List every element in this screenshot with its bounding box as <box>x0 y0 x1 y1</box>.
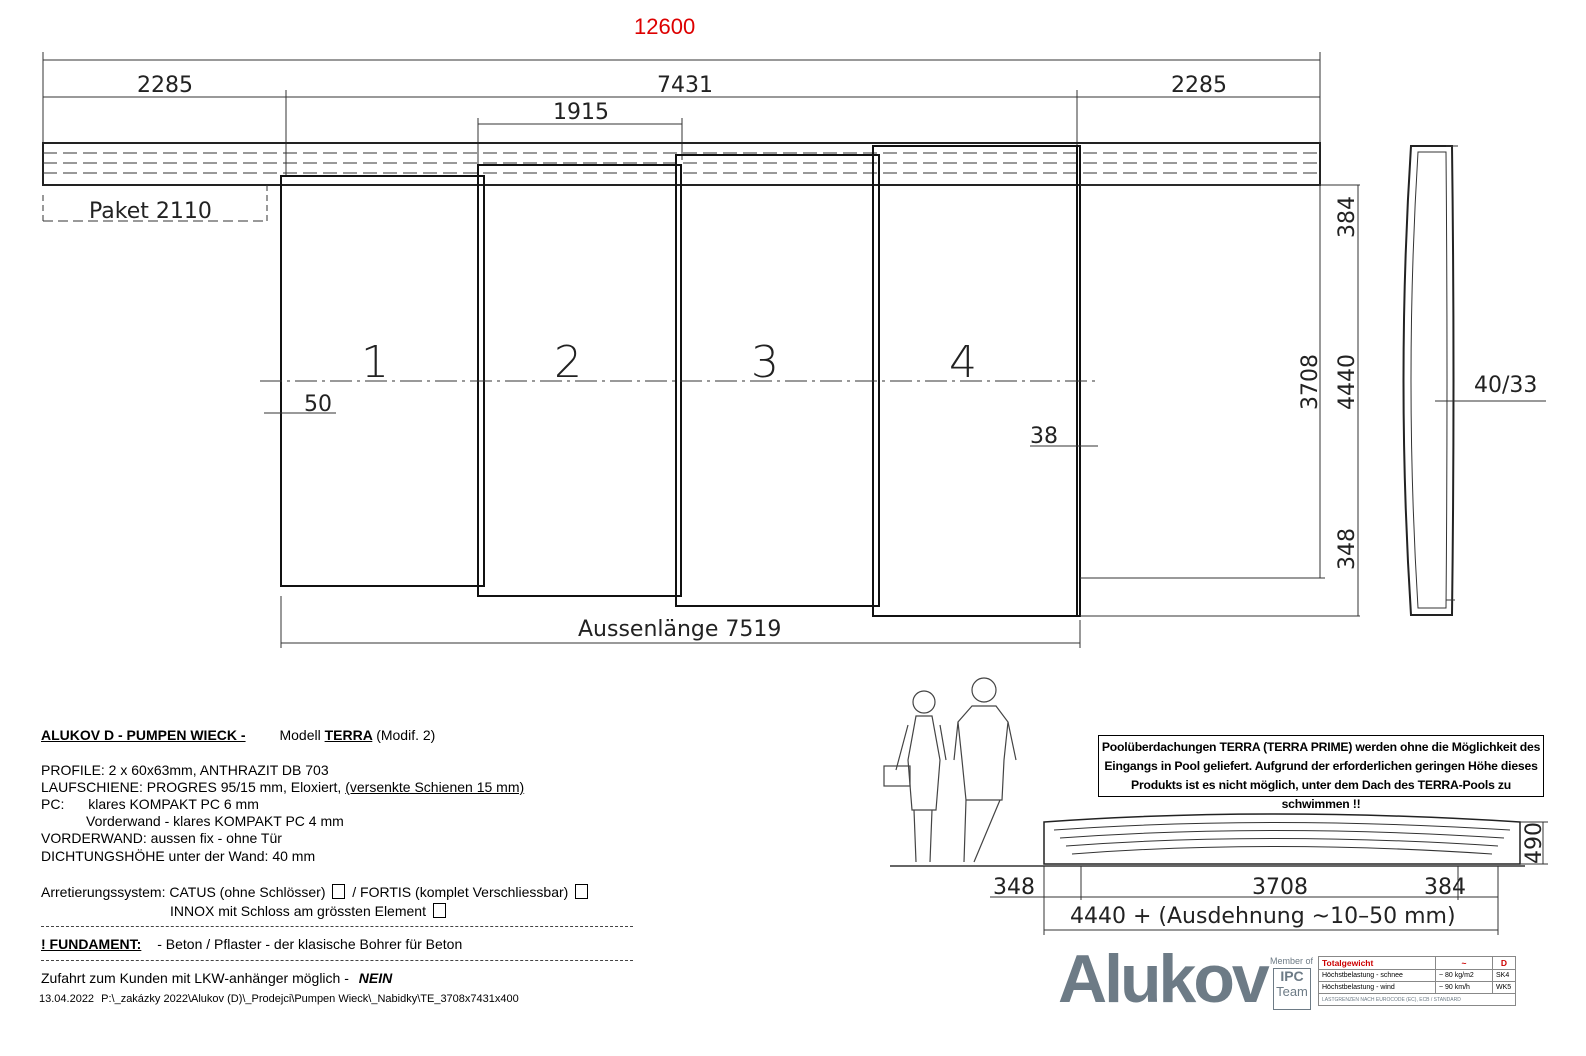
spec-zufahrt-value: NEIN <box>358 970 393 986</box>
member-of-label: Member of <box>1270 956 1314 966</box>
spec-fundament-value: - Beton / Pflaster - der klasische Bohrer für Beton <box>157 936 463 952</box>
dim-aussenlaenge: Aussenlänge 7519 <box>578 617 782 642</box>
dim-h348: 348 <box>1335 528 1360 570</box>
dim-left-overhang: 2285 <box>137 73 193 98</box>
dim-middle: 7431 <box>657 73 713 98</box>
spec-innox-label: INNOX mit Schloss am grössten Element <box>170 903 426 919</box>
table-row <box>1319 970 1516 982</box>
dim-segment-top: 1915 <box>553 100 609 125</box>
table-cell: Höchstbelastung - wind <box>1319 982 1436 994</box>
table-footer: LASTGRENZEN NACH EUROCODE (EC), ECB / STANDARD <box>1319 994 1516 1006</box>
spec-zufahrt <box>41 970 392 987</box>
segment-label-4: 4 <box>949 337 977 388</box>
spec-pc-front: Vorderwand - klares KOMPAKT PC 4 mm <box>86 813 344 829</box>
fortis-checkbox[interactable] <box>575 884 588 899</box>
table-cell: Höchstbelastung - schnee <box>1319 970 1436 982</box>
ipc-team-badge <box>1273 968 1311 1010</box>
table-cell: ~ 80 kg/m2 <box>1436 970 1493 982</box>
spec-pc-label: PC: <box>41 796 65 812</box>
table-cell: ~ 90 km/h <box>1436 982 1493 994</box>
front-dim-384: 384 <box>1424 875 1466 900</box>
spec-dichtung: DICHTUNGSHÖHE unter der Wand: 40 mm <box>41 848 316 864</box>
team-label: Team <box>1276 984 1308 999</box>
overall-width: 12600 <box>634 14 696 39</box>
segment-label-1: 1 <box>361 337 389 388</box>
ipc-label: IPC <box>1280 968 1304 984</box>
spec-rail-prefix: LAUFSCHIENE: PROGRES 95/15 mm, Eloxiert, <box>41 779 342 795</box>
table-row <box>1319 957 1516 970</box>
spec-profile: PROFILE: 2 x 60x63mm, ANTHRAZIT DB 703 <box>41 762 329 778</box>
table-row <box>1319 982 1516 994</box>
spec-company: ALUKOV D - PUMPEN WIECK - <box>41 727 246 743</box>
dim-h384: 384 <box>1335 196 1360 238</box>
weight-table <box>1318 956 1516 1006</box>
dim-h3708: 3708 <box>1298 354 1323 410</box>
segment-label-2: 2 <box>554 337 582 388</box>
dim-gap-right: 38 <box>1030 424 1058 449</box>
spec-zufahrt-label: Zufahrt zum Kunden mit LKW-anhänger möglich - <box>41 970 349 986</box>
segment-label-3: 3 <box>751 337 779 388</box>
dim-profile-side: 40/33 <box>1474 373 1538 398</box>
dim-right-overhang: 2285 <box>1171 73 1227 98</box>
spec-pc-value: klares KOMPAKT PC 6 mm <box>88 796 259 812</box>
table-row <box>1319 994 1516 1006</box>
spec-fundament-label: ! FUNDAMENT: <box>41 936 142 952</box>
spec-rail-note: (versenkte Schienen 15 mm) <box>345 779 525 795</box>
dim-h4440: 4440 <box>1335 354 1360 410</box>
dim-gap-left: 50 <box>304 392 332 417</box>
front-dim-3708: 3708 <box>1252 875 1308 900</box>
spec-vorderwand: VORDERWAND: aussen fix - ohne Tür <box>41 830 282 846</box>
table-cell: SK4 <box>1493 970 1516 982</box>
catus-checkbox[interactable] <box>332 884 345 899</box>
weight-header: Totalgewicht <box>1319 957 1436 970</box>
spec-footer <box>39 991 519 1008</box>
spec-path: P:\_zakázky 2022\Alukov (D)\_Prodejci\Pumpen Wieck\_Nabidky\TE_3708x7431x400 <box>101 993 519 1005</box>
logo-word: Alukov <box>1058 941 1267 1017</box>
front-dim-total: 4440 + (Ausdehnung ~10–50 mm) <box>1070 904 1456 929</box>
spec-rail <box>41 779 524 796</box>
spec-title <box>41 727 435 744</box>
innox-checkbox[interactable] <box>433 903 446 918</box>
table-cell: WK5 <box>1493 982 1516 994</box>
divider <box>41 926 633 927</box>
front-dim-348: 348 <box>993 875 1035 900</box>
spec-innox <box>170 903 449 920</box>
spec-arret-sep: / FORTIS (komplet Verschliessbar) <box>352 884 569 900</box>
warning-box <box>1098 735 1544 811</box>
spec-model-prefix: Modell <box>279 727 321 743</box>
weight-header-right: D <box>1493 957 1516 970</box>
warning-line: Eingangs in Pool geliefert. Aufgrund der erforderlichen geringen Höhe dieses <box>1104 759 1538 773</box>
spec-date: 13.04.2022 <box>39 993 95 1005</box>
spec-arret-label: Arretierungssystem: CATUS (ohne Schlösser) <box>41 884 326 900</box>
spec-fundament <box>41 936 462 953</box>
warning-line: Poolüberdachungen TERRA (TERRA PRIME) werden ohne die Möglichkeit des <box>1101 740 1541 754</box>
dim-paket: Paket 2110 <box>89 199 212 224</box>
front-dim-height: 490 <box>1522 822 1547 864</box>
spec-arretierung <box>41 884 591 901</box>
spec-pc <box>41 796 259 813</box>
warning-line: Produkts ist es nicht möglich, unter dem Dach des TERRA-Pools zu schwimmen !! <box>1131 778 1511 811</box>
weight-header-mid: ~ <box>1436 957 1493 970</box>
divider <box>41 960 633 961</box>
spec-model-name: TERRA <box>324 727 373 743</box>
spec-model-mod: (Modif. 2) <box>376 727 436 743</box>
